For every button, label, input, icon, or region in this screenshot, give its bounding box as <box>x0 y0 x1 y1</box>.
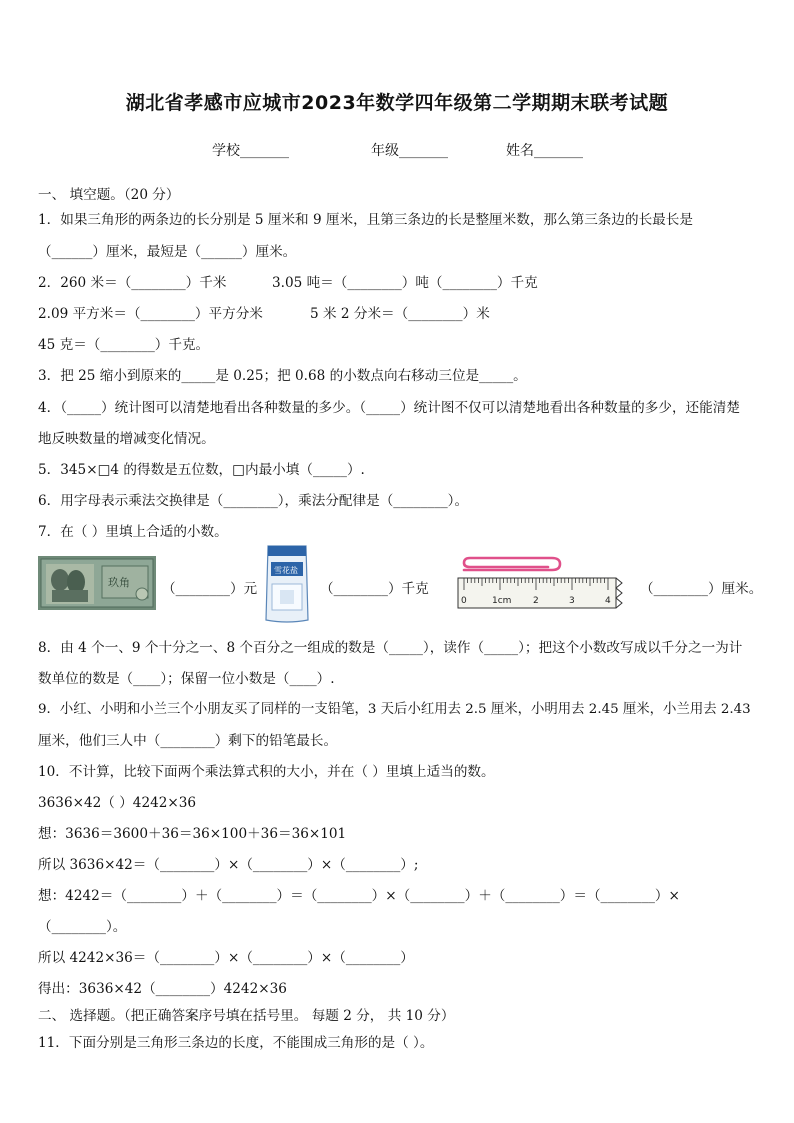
question-10-expression: 3636×42（ ）4242×36 <box>38 795 197 811</box>
section-choice-heading: 二、 选择题。（把正确答案序号填在括号里。 每题 2 分， 共 10 分） <box>38 1008 455 1024</box>
ruler-tick-0: 0 <box>461 596 467 606</box>
ruler-tick-3: 3 <box>569 596 575 606</box>
question-11: 11．下面分别是三角形三条边的长度，不能围成三角形的是（ ）。 <box>38 1035 434 1051</box>
salt-bag-text: 雪花盐 <box>274 566 298 575</box>
question-8-line-1: 8．由 4 个一、9 个十分之一、8 个百分之一组成的数是（_____），读作（_____）；把这个小数改写成以千分之一为计 <box>38 640 743 656</box>
question-10-result: 得出：3636×42（________）4242×36 <box>38 981 287 997</box>
question-4-line-1: 4．（_____）统计图可以清楚地看出各种数量的多少。（_____）统计图不仅可以清楚地看出各种数量的多少，还能清楚 <box>38 400 740 416</box>
question-5: 5．345×□4 的得数是五位数，□内最小填（_____）. <box>38 462 365 478</box>
banknote-text: 玖角 <box>108 576 130 589</box>
name-field: 姓名_______ <box>506 143 583 159</box>
question-6: 6．用字母表示乘法交换律是（________），乘法分配律是（________）。 <box>38 493 469 509</box>
section-fill-in-heading: 一、 填空题。（20 分） <box>38 187 180 203</box>
ruler-tick-1: 1cm <box>492 596 512 606</box>
question-10-prompt: 10．不计算，比较下面两个乘法算式积的大小，并在（ ）里填上适当的数。 <box>38 764 495 780</box>
banknote-image <box>38 556 156 610</box>
question-10-think-1: 想：3636＝3600＋36＝36×100＋36＝36×101 <box>38 826 347 842</box>
grade-field: 年级_______ <box>371 143 448 159</box>
question-10-so-1: 所以 3636×42＝（________）×（________）×（________）; <box>38 857 419 873</box>
question-3: 3．把 25 缩小到原来的_____是 0.25；把 0.68 的小数点向右移动三位是_____。 <box>38 368 527 384</box>
question-2-part-b: 3.05 吨＝（________）吨（________）千克 <box>272 275 538 291</box>
question-7-ruler-answer: （________）厘米。 <box>640 581 763 597</box>
question-1-line-1: 1．如果三角形的两条边的长分别是 5 厘米和 9 厘米，且第三条边的长是整厘米数，那么第三条边的长最长是 <box>38 212 693 228</box>
question-8-line-2: 数单位的数是（____）；保留一位小数是（____）. <box>38 671 335 687</box>
question-2-part-d: 5 米 2 分米＝（________）米 <box>310 306 490 322</box>
question-9-line-2: 厘米，他们三人中（________）剩下的铅笔最长。 <box>38 733 338 749</box>
question-10-think-2: 想：4242＝（________）＋（________）＝（________）×（________）＋（________）＝（________）× <box>38 888 680 904</box>
ruler-tick-2: 2 <box>533 596 539 606</box>
question-2-part-c: 2.09 平方米＝（________）平方分米 <box>38 306 263 322</box>
page-title: 湖北省孝感市应城市2023年数学四年级第二学期期末联考试题 <box>125 92 669 114</box>
school-field: 学校_______ <box>212 143 289 159</box>
question-10-so-2: 所以 4242×36＝（________）×（________）×（________） <box>38 950 414 966</box>
question-9-line-1: 9．小红、小明和小兰三个小朋友买了同样的一支铅笔，3 天后小红用去 2.5 厘米，小明用去 2.45 厘米，小兰用去 2.43 <box>38 702 751 717</box>
question-2-part-e: 45 克＝（________）千克。 <box>38 337 210 353</box>
question-7-money-answer: （________）元 <box>162 581 258 597</box>
ruler-tick-4: 4 <box>605 596 611 606</box>
question-7-salt-answer: （________）千克 <box>320 581 429 597</box>
question-10-think-2-cont: （________）。 <box>38 919 127 935</box>
salt-bag-image <box>262 544 312 624</box>
question-4-line-2: 地反映数量的增减变化情况。 <box>38 431 215 447</box>
question-7-prompt: 7．在（ ）里填上合适的小数。 <box>38 524 228 540</box>
ruler-with-paperclip-image <box>456 556 628 612</box>
question-2-part-a: 2．260 米＝（________）千米 <box>38 275 227 291</box>
question-1-line-2: （______）厘米，最短是（______）厘米。 <box>38 244 297 260</box>
